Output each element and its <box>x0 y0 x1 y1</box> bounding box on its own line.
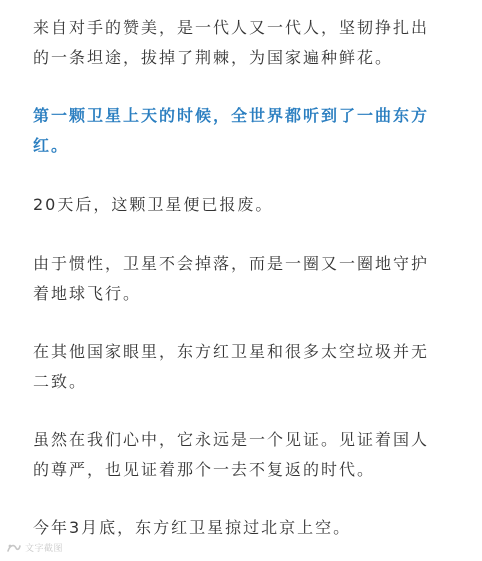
paragraph-line: 红。 <box>33 136 70 155</box>
watermark-text: 文字截图 <box>25 544 64 554</box>
paragraph-line: 的一条坦途，拔掉了荆棘，为国家遍种鲜花。 <box>33 48 394 67</box>
paragraph-line: 着地球飞行。 <box>33 284 142 303</box>
paragraph-over-beijing <box>33 513 448 543</box>
paragraph-inertia <box>33 249 448 309</box>
paragraph-line: 由于惯性，卫星不会掉落，而是一圈又一圈地守护 <box>33 254 430 273</box>
paragraph-line: 今年3月底，东方红卫星掠过北京上空。 <box>33 518 352 537</box>
paragraph-witness <box>33 425 448 485</box>
paragraph-line: 的尊严，也见证着那个一去不复返的时代。 <box>33 460 376 479</box>
paragraph-space-junk <box>33 337 448 397</box>
paragraph-line: 二致。 <box>33 372 88 391</box>
paragraph-scrapped <box>33 190 448 220</box>
paragraph-line: 20天后，这颗卫星便已报废。 <box>33 195 274 214</box>
paragraph-line: 虽然在我们心中，它永远是一个见证。见证着国人 <box>33 430 430 449</box>
paragraph-praise <box>33 13 448 73</box>
watermark <box>6 541 63 554</box>
paragraph-highlight-first-satellite <box>33 101 448 161</box>
paragraph-line: 第一颗卫星上天的时候，全世界都听到了一曲东方 <box>33 106 430 125</box>
paragraph-line: 来自对手的赞美，是一代人又一代人，坚韧挣扎出 <box>33 18 430 37</box>
watermark-logo-icon <box>6 542 22 554</box>
paragraph-line: 在其他国家眼里，东方红卫星和很多太空垃圾并无 <box>33 342 430 361</box>
